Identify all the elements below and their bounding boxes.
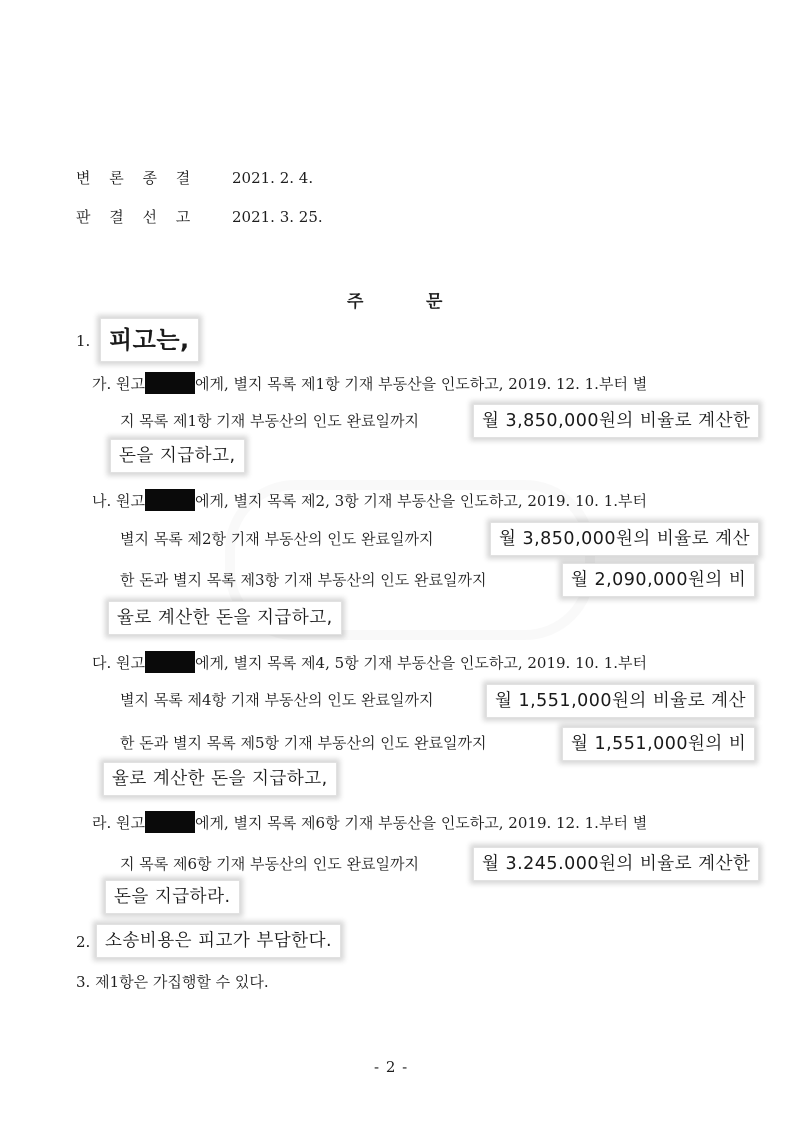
ra-redaction <box>145 811 195 833</box>
na-highlight-2: 월 2,090,000원의 비 <box>562 563 755 597</box>
item2-highlight: 소송비용은 피고가 부담한다. <box>96 924 341 958</box>
sentence-date: 2021. 3. 25. <box>232 208 323 226</box>
item3-text: 제1항은 가집행할 수 있다. <box>95 973 269 991</box>
ra-plaintiff: 원고 <box>116 814 146 832</box>
page-number: - 2 - <box>374 1058 409 1076</box>
ga-line1-text: 에게, 별지 목록 제1항 기재 부동산을 인도하고, 2019. 12. 1.부터 별 <box>195 375 648 393</box>
da-plaintiff: 원고 <box>116 654 146 672</box>
closing-label: 변 론 종 결 <box>76 169 198 187</box>
da-highlight-3: 율로 계산한 돈을 지급하고, <box>103 762 337 796</box>
ga-marker: 가. <box>92 375 112 393</box>
title-left: 주 <box>347 292 364 312</box>
ra-highlight-1: 월 3.245.000원의 비율로 계산한 <box>473 847 759 881</box>
ga-plaintiff: 원고 <box>116 375 146 393</box>
na-line1-text: 에게, 별지 목록 제2, 3항 기재 부동산을 인도하고, 2019. 10. 1.부터 <box>195 492 648 510</box>
na-line3: 한 돈과 별지 목록 제3항 기재 부동산의 인도 완료일까지 <box>120 571 487 589</box>
item3 <box>76 972 269 992</box>
da-line3: 한 돈과 별지 목록 제5항 기재 부동산의 인도 완료일까지 <box>120 734 487 752</box>
item1-ra-line1 <box>92 811 647 833</box>
item1-number: 1. <box>76 332 91 350</box>
ga-highlight-1: 월 3,850,000원의 비율로 계산한 <box>473 404 759 438</box>
item1-head-highlight: 피고는, <box>100 318 199 362</box>
item2-number: 2. <box>76 933 91 951</box>
na-redaction <box>145 489 195 511</box>
ga-line2: 지 목록 제1항 기재 부동산의 인도 완료일까지 <box>120 412 419 430</box>
item1-da-line1 <box>92 651 647 673</box>
sentence-label: 판 결 선 고 <box>76 208 198 226</box>
na-marker: 나. <box>92 492 112 510</box>
ga-highlight-2: 돈을 지급하고, <box>110 439 245 473</box>
da-highlight-1: 월 1,551,000원의 비율로 계산 <box>486 684 755 718</box>
ga-redaction <box>145 372 195 394</box>
na-line2: 별지 목록 제2항 기재 부동산의 인도 완료일까지 <box>120 530 434 548</box>
closing-date: 2021. 2. 4. <box>232 169 314 187</box>
da-highlight-2: 월 1,551,000원의 비 <box>562 727 755 761</box>
item3-number: 3. <box>76 973 91 991</box>
ra-marker: 라. <box>92 814 112 832</box>
na-highlight-3: 율로 계산한 돈을 지급하고, <box>108 601 342 635</box>
da-line1-text: 에게, 별지 목록 제4, 5항 기재 부동산을 인도하고, 2019. 10. 1.부터 <box>195 654 648 672</box>
ra-highlight-2: 돈을 지급하라. <box>105 880 240 914</box>
ra-line1-text: 에게, 별지 목록 제6항 기재 부동산을 인도하고, 2019. 12. 1.부터 별 <box>195 814 648 832</box>
title-right: 문 <box>426 292 443 312</box>
da-line2: 별지 목록 제4항 기재 부동산의 인도 완료일까지 <box>120 691 434 709</box>
item1-na-line1 <box>92 489 647 511</box>
item1-ga-line1 <box>92 372 647 394</box>
ra-line2: 지 목록 제6항 기재 부동산의 인도 완료일까지 <box>120 855 419 873</box>
da-marker: 다. <box>92 654 112 672</box>
da-redaction <box>145 651 195 673</box>
na-highlight-1: 월 3,850,000원의 비율로 계산 <box>490 522 759 556</box>
na-plaintiff: 원고 <box>116 492 146 510</box>
